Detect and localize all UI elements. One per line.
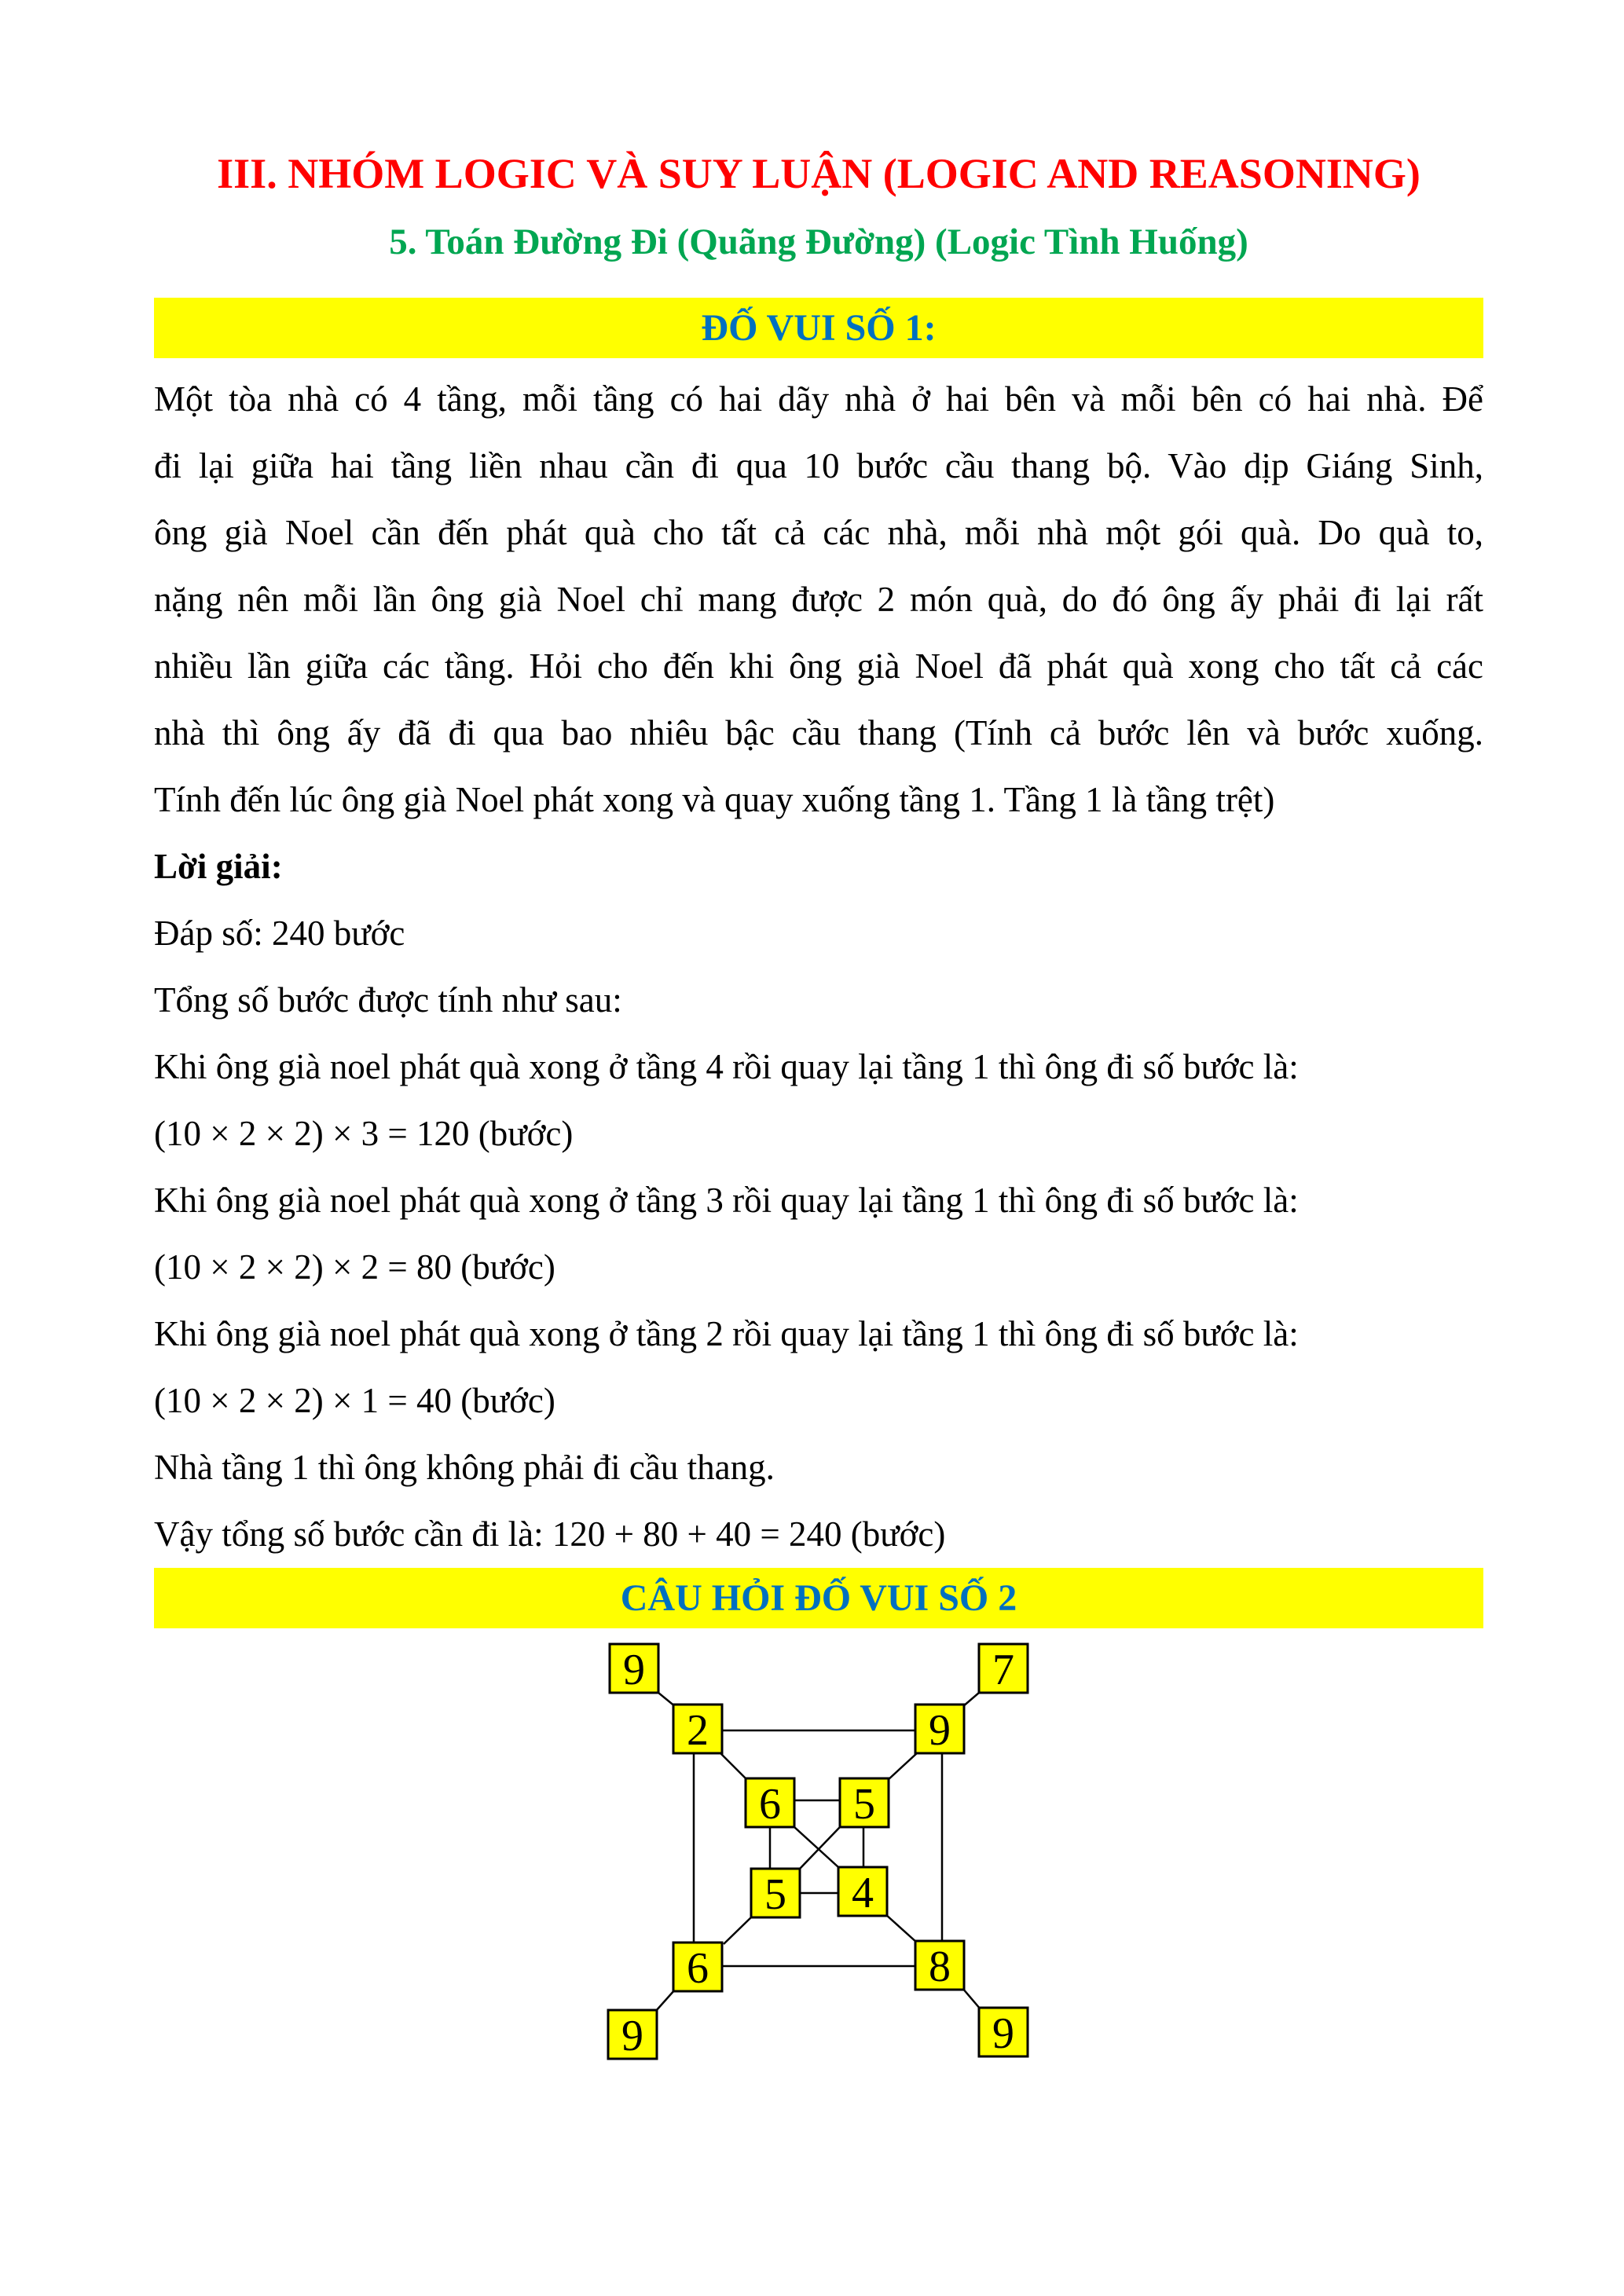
node-outer-top-left [610, 1644, 658, 1694]
problem-line: nhiều lần giữa các tầng. Hỏi cho đến khi ông già Noel đã phát quà xong cho tất cả các [154, 646, 1483, 686]
problem-line: nặng nên mỗi lần ông già Noel chỉ mang được 2 món quà, do đó ông ấy phải đi lại rất [154, 580, 1483, 619]
solution-line: (10 × 2 × 2) × 3 = 120 (bước) [154, 1114, 574, 1153]
edge-mid-upper-left-mid-lower-right [794, 1827, 838, 1867]
node-outer-bottom-left [608, 2010, 657, 2060]
puzzle-2-diagram [599, 1639, 1039, 2071]
problem-line: đi lại giữa hai tầng liền nhau cần đi qua 10 bước cầu thang bộ. Vào dịp Giáng Sinh, [154, 446, 1483, 485]
solution-line: (10 × 2 × 2) × 1 = 40 (bước) [154, 1381, 555, 1420]
node-outer-bottom-left-label: 9 [621, 2012, 643, 2060]
solution-line: (10 × 2 × 2) × 2 = 80 (bước) [154, 1247, 555, 1287]
node-mid-upper-right-label: 5 [853, 1780, 875, 1829]
node-mid-lower-left [751, 1869, 800, 1919]
problem-line: Tính đến lúc ông già Noel phát xong và quay xuống tầng 1. Tầng 1 là tầng trệt) [154, 780, 1275, 819]
problem-line: ông già Noel cần đến phát quà cho tất cả các nhà, mỗi nhà một gói quà. Do quà to, [154, 513, 1483, 552]
edge-inner-top-right-mid-upper-right [887, 1753, 917, 1781]
puzzle-1-body [154, 366, 1483, 1568]
document-content [0, 145, 1624, 2071]
edge-mid-lower-right-inner-bottom-right [885, 1914, 917, 1943]
section-subtitle: 5. Toán Đường Đi (Quãng Đường) (Logic Tình Huống) [389, 222, 1248, 262]
solution-line: Vậy tổng số bước cần đi là: 120 + 80 + 40 = 240 (bước) [154, 1514, 946, 1554]
edge-inner-top-left-mid-upper-left [720, 1753, 748, 1781]
graph-diagram [599, 1639, 1039, 2067]
node-inner-bottom-right [915, 1941, 964, 1991]
node-inner-top-right [915, 1705, 964, 1755]
node-inner-top-left [673, 1705, 722, 1755]
node-inner-bottom-left-label: 6 [687, 1944, 709, 1993]
node-mid-upper-right [840, 1778, 889, 1829]
problem-line: nhà thì ông ấy đã đi qua bao nhiêu bậc cầu thang (Tính cả bước lên và bước xuống. [154, 713, 1483, 753]
edge-mid-lower-left-inner-bottom-left [724, 1916, 753, 1944]
problem-line: Một tòa nhà có 4 tầng, mỗi tầng có hai dãy nhà ở hai bên và mỗi bên có hai nhà. Để [154, 379, 1483, 419]
edge-inner-bottom-left-outer-bottom-left [655, 1990, 675, 2012]
node-mid-lower-right [838, 1867, 887, 1917]
node-outer-top-left-label: 9 [623, 1646, 645, 1694]
section-title: III. NHÓM LOGIC VÀ SUY LUẬN (LOGIC AND REASONING) [217, 150, 1421, 197]
node-inner-bottom-left [673, 1943, 722, 1993]
node-outer-top-right [979, 1644, 1028, 1694]
solution-heading: Lời giải: [154, 847, 283, 886]
puzzle-2-banner: CÂU HỎI ĐỐ VUI SỐ 2 [154, 1568, 1483, 1628]
solution-line: Khi ông già noel phát quà xong ở tầng 4 rồi quay lại tầng 1 thì ông đi số bước là: [154, 1047, 1299, 1086]
node-outer-bottom-right-label: 9 [992, 2009, 1014, 2058]
puzzle-1-banner: ĐỐ VUI SỐ 1: [154, 298, 1483, 358]
node-outer-bottom-right [979, 2008, 1028, 2058]
edge-inner-bottom-right-outer-bottom-right [962, 1988, 981, 2009]
node-mid-lower-right-label: 4 [852, 1869, 874, 1917]
node-mid-upper-left [746, 1778, 794, 1829]
node-inner-bottom-right-label: 8 [929, 1943, 951, 1991]
node-mid-lower-left-label: 5 [764, 1870, 786, 1919]
solution-line: Khi ông già noel phát quà xong ở tầng 2 rồi quay lại tầng 1 thì ông đi số bước là: [154, 1314, 1299, 1353]
solution-line: Đáp số: 240 bước [154, 914, 405, 953]
node-mid-upper-left-label: 6 [759, 1780, 781, 1829]
node-inner-top-left-label: 2 [687, 1706, 709, 1755]
node-outer-top-right-label: 7 [992, 1646, 1014, 1694]
node-inner-top-right-label: 9 [929, 1706, 951, 1755]
solution-line: Nhà tầng 1 thì ông không phải đi cầu thang. [154, 1448, 775, 1487]
solution-line: Khi ông già noel phát quà xong ở tầng 3 rồi quay lại tầng 1 thì ông đi số bước là: [154, 1181, 1299, 1220]
solution-line: Tổng số bước được tính như sau: [154, 980, 622, 1020]
